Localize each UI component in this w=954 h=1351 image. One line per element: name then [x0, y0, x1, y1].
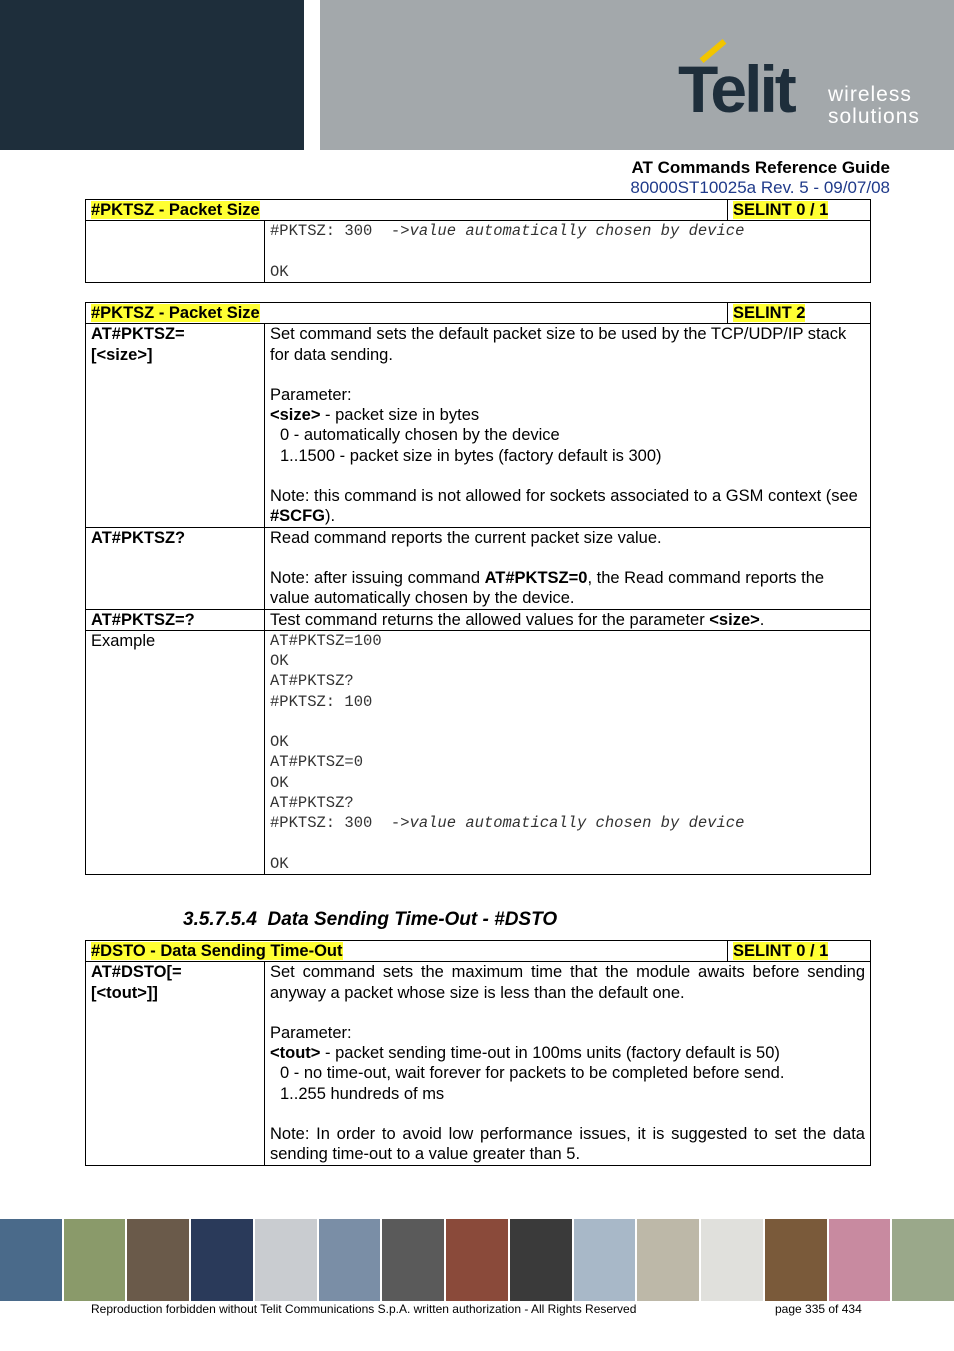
dsto-command: AT#DSTO[=	[91, 963, 182, 982]
test-param: <size>	[709, 610, 760, 629]
note-reference: #SCFG	[270, 507, 326, 526]
footer-photo	[574, 1219, 636, 1301]
footer-photo	[510, 1219, 572, 1301]
note-command: AT#PKTSZ=0	[484, 568, 588, 587]
parameter-heading: Parameter:	[270, 385, 352, 404]
code-text: #PKTSZ: 300 ->	[270, 814, 410, 833]
code-line: OK	[270, 652, 289, 671]
read-description: Read command reports the current packet size value.	[270, 528, 662, 547]
footer-photo	[255, 1219, 317, 1301]
set-description-cell	[265, 324, 871, 527]
table-title: #DSTO - Data Sending Time-Out	[91, 942, 343, 960]
set-description: Set command sets the default packet size to be used by the TCP/UDP/IP stack for data sending.	[270, 325, 847, 364]
selint-badge: SELINT 2	[733, 304, 806, 322]
read-command-cell	[86, 527, 265, 609]
code-line: OK	[270, 854, 289, 873]
set-command: AT#PKTSZ=	[91, 325, 185, 344]
example-label: Example	[91, 631, 156, 650]
footer-photo	[127, 1219, 189, 1301]
parameter-name: <tout>	[270, 1044, 321, 1063]
code-line: #PKTSZ: 100	[270, 692, 373, 711]
parameter-value: 1..1500 - packet size in bytes (factory default is 300)	[280, 446, 662, 465]
test-description-cell	[265, 609, 871, 630]
note-text: Note: this command is not allowed for sockets associated to a GSM context (see	[270, 487, 858, 506]
logo-text: Telit	[678, 52, 794, 126]
footer-photo	[382, 1219, 444, 1301]
selint-cell	[728, 941, 871, 962]
dsto-table	[85, 940, 871, 1166]
parameter-name: <size>	[270, 406, 321, 425]
note-text: Note: after issuing command	[270, 568, 485, 587]
telit-logo	[676, 48, 936, 130]
response-text: #PKTSZ: 300 ->	[270, 222, 410, 241]
footer-image-strip	[0, 1219, 954, 1301]
read-note	[270, 568, 865, 609]
header-dark-panel	[0, 0, 304, 150]
code-line: OK	[270, 733, 289, 752]
response-line	[270, 221, 865, 241]
test-description-end: .	[759, 610, 765, 629]
footer-photo	[0, 1219, 62, 1301]
dsto-command-param: [<tout>]]	[91, 983, 158, 1002]
code-line: AT#PKTSZ=100	[270, 631, 382, 650]
empty-cell	[86, 221, 265, 283]
logo-tagline	[828, 84, 920, 128]
dsto-note: Note: In order to avoid low performance issues, it is suggested to set the data sending time-out to a value greater than 5.	[270, 1125, 865, 1164]
section-title: Data Sending Time-Out - #DSTO	[267, 909, 558, 930]
parameter-value: 0 - no time-out, wait forever for packets to be completed before send.	[280, 1064, 785, 1083]
code-line	[270, 813, 865, 833]
response-comment: value automatically chosen by device	[409, 222, 745, 241]
set-command-cell	[86, 324, 265, 527]
code-line: OK	[270, 773, 289, 792]
read-command: AT#PKTSZ?	[91, 528, 186, 547]
dsto-description-cell	[265, 962, 871, 1165]
logo-tagline-2: solutions	[828, 105, 920, 128]
code-line: AT#PKTSZ=0	[270, 753, 364, 772]
code-line: AT#PKTSZ?	[270, 672, 354, 691]
table-title: #PKTSZ - Packet Size	[91, 201, 260, 219]
footer-photo	[637, 1219, 699, 1301]
pktsz-table-selint2	[85, 302, 871, 875]
footer-photo	[319, 1219, 381, 1301]
footer-photo	[892, 1219, 954, 1301]
parameter-desc: - packet size in bytes	[320, 406, 480, 425]
example-code-cell	[265, 630, 871, 874]
note-text: , the Read command reports the value automatically chosen by the device.	[270, 568, 825, 608]
table-title-cell	[86, 941, 728, 962]
parameter-line	[270, 405, 865, 425]
table-title-cell	[86, 200, 728, 221]
table-title: #PKTSZ - Packet Size	[91, 304, 260, 322]
parameter-desc: - packet sending time-out in 100ms units (factory default is 50)	[320, 1044, 780, 1063]
parameter-value: 1..255 hundreds of ms	[280, 1084, 445, 1103]
test-command: AT#PKTSZ=?	[91, 610, 195, 629]
read-description-cell	[265, 527, 871, 609]
document-revision: 80000ST10025a Rev. 5 - 09/07/08	[630, 178, 890, 197]
dsto-description: Set command sets the maximum time that the module awaits before sending anyway a packet whose size is less than the default one.	[270, 963, 865, 1002]
pktsz-table-selint01	[85, 199, 871, 283]
footer-photo	[191, 1219, 253, 1301]
footer-photo	[446, 1219, 508, 1301]
selint-badge: SELINT 0 / 1	[733, 201, 829, 219]
example-label-cell	[86, 630, 265, 874]
test-command-cell	[86, 609, 265, 630]
set-command-param: [<size>]	[91, 345, 153, 364]
footer-photo	[829, 1219, 891, 1301]
document-title: AT Commands Reference Guide	[631, 158, 890, 177]
code-line: AT#PKTSZ?	[270, 793, 354, 812]
footer-copyright: Reproduction forbidden without Telit Communications S.p.A. written authorization - All Rights Reserved	[91, 1302, 637, 1316]
test-description: Test command returns the allowed values for the parameter	[270, 610, 710, 629]
dsto-command-cell	[86, 962, 265, 1165]
parameter-value: 0 - automatically chosen by the device	[280, 426, 560, 445]
code-comment: value automatically chosen by device	[409, 814, 745, 833]
selint-cell	[728, 303, 871, 324]
section-number: 3.5.7.5.4	[183, 909, 257, 930]
footer-photo	[701, 1219, 763, 1301]
table-title-cell	[86, 303, 728, 324]
response-cell	[265, 221, 871, 283]
footer-photo	[64, 1219, 126, 1301]
footer-photo	[765, 1219, 827, 1301]
logo-tagline-1: wireless	[828, 83, 912, 106]
ok-line: OK	[270, 262, 289, 281]
selint-cell	[728, 200, 871, 221]
set-note	[270, 486, 865, 527]
parameter-heading: Parameter:	[270, 1023, 352, 1042]
selint-badge: SELINT 0 / 1	[733, 942, 829, 960]
parameter-line	[270, 1043, 865, 1063]
footer-page-number: page 335 of 434	[775, 1302, 862, 1316]
section-heading	[183, 909, 557, 931]
note-text: ).	[325, 507, 336, 526]
